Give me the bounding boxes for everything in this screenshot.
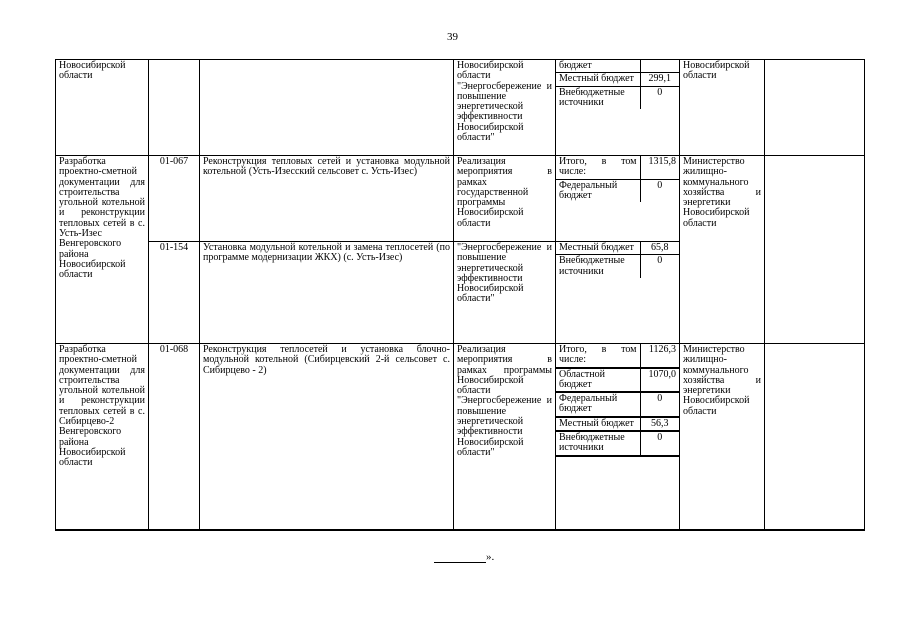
table-row [56, 344, 865, 530]
finance-cell [556, 242, 680, 344]
closing-quote: ». [486, 551, 495, 563]
works-cell [200, 60, 454, 156]
finance-label: Внебюджетные источники [556, 255, 640, 278]
works-cell: Реконструкция теплосетей и установка блочно-модульной котельной (Сибирцевский 2-й сельсовет с. Сибирцево - 2) [200, 344, 454, 530]
table-row [56, 156, 865, 242]
finance-label: Итого, в том числе: [559, 156, 637, 178]
closing-mark [434, 551, 494, 563]
finance-value: 0 [640, 431, 679, 456]
finance-row [556, 392, 679, 417]
executor-cell: Министерство жилищно-коммунального хозяйства и энергетики Новосибирской области [680, 344, 765, 530]
program-cell: Реализация мероприятия в рамках программы Новосибирской области "Энергосбережение и повышение энергетической эффективности Новосибирской области" [454, 344, 556, 530]
page-number: 39 [447, 31, 458, 43]
object-name-cell: Разработка проектно-сметной документации для строительства угольной котельной и реконструкции тепловых сетей в с. Усть-Изес Венгеровского района Новосибирской области [56, 156, 149, 344]
executor-cell: Министерство жилищно-коммунального хозяйства и энергетики Новосибирской области [680, 156, 765, 344]
finance-label: Местный бюджет [556, 73, 640, 86]
object-name-cell: Новосибирской области [56, 60, 149, 156]
finance-row [556, 255, 679, 278]
program-cell: Реализация мероприятия в рамках государственной программы Новосибирской области [454, 156, 556, 242]
finance-subtable [556, 242, 679, 278]
finance-row [556, 60, 679, 73]
finance-value: 1070,0 [640, 368, 679, 393]
finance-cell [556, 344, 680, 530]
finance-row [556, 86, 679, 109]
finance-row [556, 179, 679, 202]
finance-row [556, 417, 679, 431]
finance-value: 299,1 [640, 73, 679, 86]
finance-value: 56,3 [640, 417, 679, 431]
code-cell [149, 60, 200, 156]
program-cell: "Энергосбережение и повышение энергетической эффективности Новосибирской области" [454, 242, 556, 344]
finance-cell [556, 60, 680, 156]
finance-label: Итого, в том числе: [556, 344, 640, 368]
finance-row [556, 368, 679, 393]
finance-cell [556, 156, 680, 242]
finance-value [640, 60, 679, 73]
finance-label: Федеральный бюджет [556, 179, 640, 202]
finance-label: Местный бюджет [556, 417, 640, 431]
program-cell: Новосибирской области "Энергосбережение и повышение энергетической эффективности Новосибирской области" [454, 60, 556, 156]
code-cell: 01-154 [149, 242, 200, 344]
finance-label: бюджет [559, 60, 592, 71]
empty-cell [765, 60, 865, 156]
finance-row [556, 156, 679, 179]
finance-value: 1315,8 [640, 156, 679, 179]
executor-cell: Новосибирской области [680, 60, 765, 156]
finance-subtable [556, 156, 679, 202]
finance-label: Федеральный бюджет [556, 392, 640, 417]
finance-label: Внебюджетные источники [556, 431, 640, 456]
finance-value: 0 [640, 255, 679, 278]
finance-value: 0 [640, 86, 679, 109]
finance-row [556, 242, 679, 255]
program-table [55, 59, 865, 531]
finance-subtable [556, 344, 679, 457]
finance-label: Местный бюджет [559, 242, 634, 253]
table-row [56, 60, 865, 156]
works-cell: Реконструкция тепловых сетей и установка модульной котельной (Усть-Изесский сельсовет с. Усть-Изес) [200, 156, 454, 242]
finance-row [556, 344, 679, 368]
finance-subtable [556, 60, 679, 109]
finance-label: Внебюджетные источники [556, 86, 640, 109]
finance-value: 65,8 [640, 242, 679, 255]
finance-value: 1126,3 [640, 344, 679, 368]
code-cell: 01-068 [149, 344, 200, 530]
empty-cell [765, 156, 865, 344]
finance-value: 0 [640, 392, 679, 417]
object-name-cell: Разработка проектно-сметной документации для строительства угольной котельной и реконструкции тепловых сетей в с. Сибирцево-2 Венгеровского района Новосибирской области [56, 344, 149, 530]
finance-value: 0 [640, 179, 679, 202]
finance-row [556, 431, 679, 456]
code-cell: 01-067 [149, 156, 200, 242]
finance-row [556, 73, 679, 86]
works-cell: Установка модульной котельной и замена теплосетей (по программе модернизации ЖКХ) (с. Усть-Изес) [200, 242, 454, 344]
empty-cell [765, 344, 865, 530]
finance-label: Областной бюджет [556, 368, 640, 393]
underline-blank [434, 552, 486, 563]
